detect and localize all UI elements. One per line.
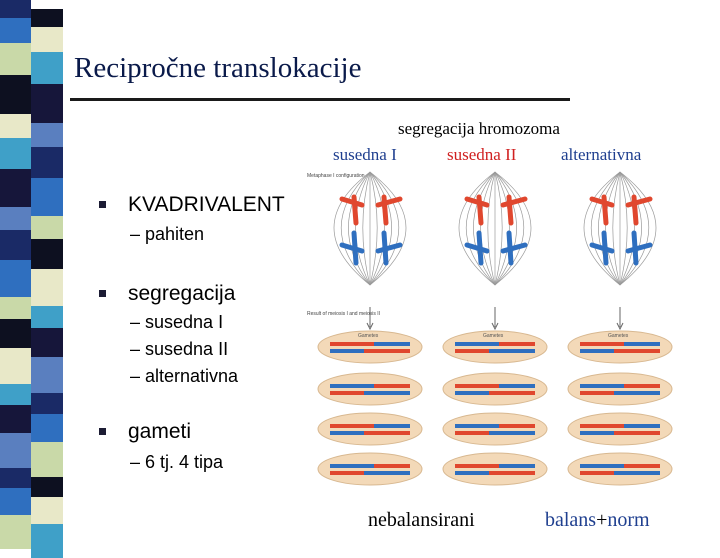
gamete [443,331,547,363]
chromosome [378,245,400,251]
gamete [443,413,547,445]
sub-item: – susedna I [130,312,224,332]
gamete [443,373,547,405]
chromosome [354,233,356,263]
chromosome [503,199,525,205]
chromosome [604,233,606,263]
gamete [318,413,422,445]
metaphase-label: Metaphase I configuration [307,173,365,179]
stripe-block [0,348,31,384]
title-divider [70,98,570,101]
spindle-2 [459,172,531,285]
stripe-block [31,328,63,357]
footer-norm-text: norm [607,509,650,531]
gamete [318,373,422,405]
gamete-cell [568,453,672,485]
slide-title: Recipročne translokacije [74,52,362,84]
stripe-block [0,75,31,114]
stripe-block [0,260,31,297]
spindle-fiber [334,172,370,285]
footer-unbalanced: nebalansirani [368,509,475,531]
stripe-block [31,27,63,52]
column-label-susedna-1: susedna I [333,145,397,164]
gamete-label: Gametes [358,333,379,339]
spindle-fiber [370,172,406,285]
chromosome [628,199,650,205]
spindle-fiber [613,172,620,285]
stripe-block [0,114,31,138]
gamete [318,331,422,363]
chromosome [509,233,511,263]
spindle-fiber [363,172,370,285]
chromosome [592,245,612,251]
stripe-block [31,414,63,442]
stripe-block [31,239,63,269]
stripe-block [0,169,31,207]
gamete-cell [568,413,672,445]
spindle-fiber [488,172,495,285]
gamete-cell [443,453,547,485]
gamete-cell [568,373,672,405]
stripe-block [0,18,31,43]
column-label-susedna-2: susedna II [447,145,517,164]
bullet-square-icon [99,201,106,208]
spindle-fiber [584,172,620,285]
spindle-fiber [370,172,377,285]
stripe-block [0,43,31,75]
footer-balanced [545,509,650,532]
gamete-cell [318,453,422,485]
chromosome [509,197,511,223]
chromosome [503,245,525,251]
chromosome [634,233,636,263]
stripe-block [0,433,31,468]
chromosome [479,233,481,263]
stripe-block [31,52,63,84]
stripe-block [31,84,63,123]
chromosome [628,245,650,251]
chromosome [354,197,356,223]
gamete-cell [443,373,547,405]
translocation-figure [303,167,688,500]
chromosome [384,233,386,263]
stripe-block [0,138,31,169]
stripe-block [31,442,63,477]
stripe-block [0,207,31,230]
spindle-1 [334,172,406,285]
chromosome [479,197,481,223]
spindle-3 [584,172,656,285]
spindle-fiber [495,172,502,285]
gamete [568,373,672,405]
stripe-block [31,357,63,393]
chromosome [467,245,487,251]
bullet-gameti [128,420,191,444]
gamete [568,331,672,363]
bullet-label: gameti [128,420,192,443]
gamete-cell [443,413,547,445]
chromosome [378,199,400,205]
stripe-block [31,216,63,239]
gamete-cell [318,373,422,405]
gamete-cell [318,413,422,445]
stripe-block [0,468,31,488]
gamete [318,453,422,485]
gamete [443,453,547,485]
stripe-block [0,384,31,405]
stripe-block [31,306,63,328]
bullet-square-icon [99,428,106,435]
spindle-fiber [459,172,495,285]
column-label-alternativna: alternativna [561,145,642,164]
stripe-block [31,497,63,524]
chromosome [604,197,606,223]
bullet-square-icon [99,290,106,297]
bullet-segregacija [128,282,235,306]
chromosome [384,197,386,223]
stripe-block [31,9,63,27]
spindle-fiber [620,172,656,285]
stripe-block [31,524,63,558]
stripe-block [0,319,31,348]
stripe-block [0,0,31,18]
footer-balanced-text: balans [545,509,597,531]
chromosome [634,197,636,223]
sub-item: – susedna II [130,339,229,359]
stripe-block [31,178,63,216]
stripe-block [0,405,31,433]
stripe-block [0,297,31,319]
stripe-block [31,393,63,414]
footer-plus: + [596,509,608,531]
stripe-block [0,515,31,549]
spindle-fiber [620,172,627,285]
stripe-block [0,230,31,260]
stripe-block [31,147,63,178]
stripe-block [0,488,31,515]
meiosis-label: Result of meiosis I and meiosis II [307,311,381,317]
chromosome [342,245,362,251]
sub-item: – 6 tj. 4 tipa [130,452,224,472]
gamete-label: Gametes [483,333,504,339]
stripe-block [31,123,63,147]
gamete [568,413,672,445]
segregation-header: segregacija hromozoma [398,119,560,138]
stripe-block [31,477,63,497]
bullet-label: segregacija [128,282,236,305]
decorative-stripe [0,0,63,540]
sub-item: – alternativna [130,366,239,386]
spindle-fiber [495,172,531,285]
sub-item: – pahiten [130,224,205,244]
gamete [568,453,672,485]
gamete-label: Gametes [608,333,629,339]
bullet-kvadrivalent [128,193,285,217]
bullet-label: KVADRIVALENT [128,193,285,216]
stripe-block [31,269,63,306]
